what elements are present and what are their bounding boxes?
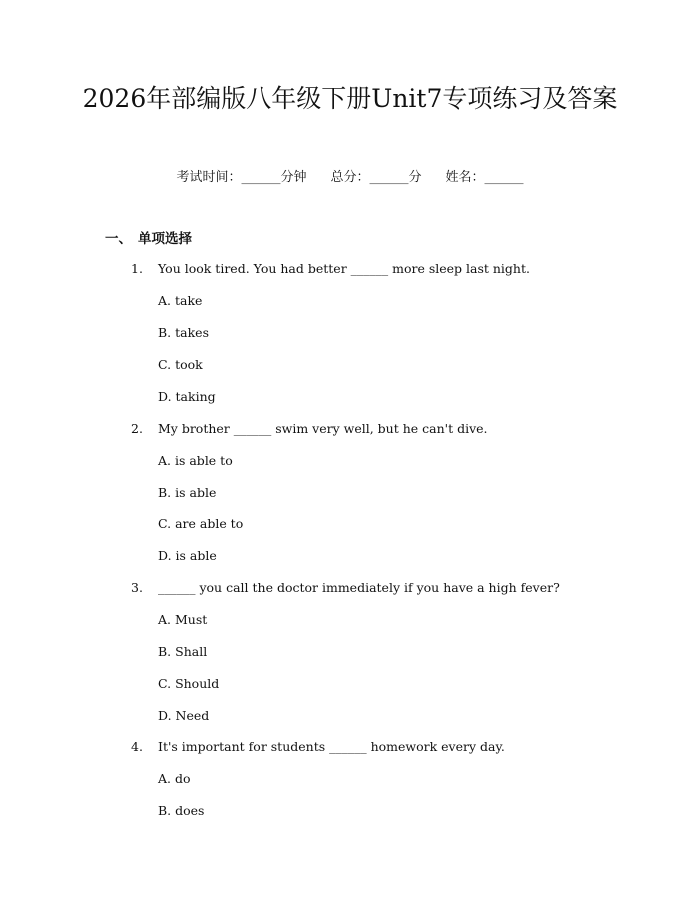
question-text: It's important for students ______ homework every day. bbox=[158, 739, 505, 754]
question-1-option-c: C. took bbox=[158, 357, 203, 372]
question-3-option-a: A. Must bbox=[158, 612, 208, 627]
question-text: You look tired. You had better ______ more sleep last night. bbox=[158, 261, 530, 276]
question-number: 4. bbox=[131, 739, 143, 754]
section-title: 单项选择 bbox=[138, 231, 192, 247]
question-1-option-d: D. taking bbox=[158, 389, 216, 404]
document-title: 2026年部编版八年级下册Unit7专项练习及答案 bbox=[82, 84, 618, 113]
question-1-option-b: B. takes bbox=[158, 325, 209, 340]
exam-info-line bbox=[0, 168, 700, 188]
section-number: 一、 bbox=[105, 231, 132, 247]
exam-time-field: 考试时间：______分钟 bbox=[176, 170, 307, 185]
question-4-option-b: B. does bbox=[158, 803, 205, 818]
question-1-option-a: A. take bbox=[158, 293, 203, 308]
student-name-field: 姓名：______ bbox=[445, 170, 524, 185]
question-text: My brother ______ swim very well, but he can't dive. bbox=[158, 421, 488, 436]
question-number: 2. bbox=[131, 421, 143, 436]
question-2-option-c: C. are able to bbox=[158, 516, 244, 531]
question-2-option-b: B. is able bbox=[158, 485, 217, 500]
question-3 bbox=[131, 579, 560, 597]
question-4-option-a: A. do bbox=[158, 771, 191, 786]
question-1 bbox=[131, 260, 530, 278]
question-2-option-a: A. is able to bbox=[158, 453, 233, 468]
question-number: 3. bbox=[131, 580, 143, 595]
total-score-field: 总分：______分 bbox=[330, 170, 422, 185]
question-text: ______ you call the doctor immediately if you have a high fever? bbox=[158, 580, 560, 595]
question-3-option-b: B. Shall bbox=[158, 644, 208, 659]
question-number: 1. bbox=[131, 261, 143, 276]
question-2-option-d: D. is able bbox=[158, 548, 217, 563]
question-3-option-c: C. Should bbox=[158, 676, 220, 691]
question-4 bbox=[131, 738, 505, 756]
section-heading bbox=[105, 229, 192, 249]
question-2 bbox=[131, 420, 488, 438]
question-3-option-d: D. Need bbox=[158, 708, 210, 723]
